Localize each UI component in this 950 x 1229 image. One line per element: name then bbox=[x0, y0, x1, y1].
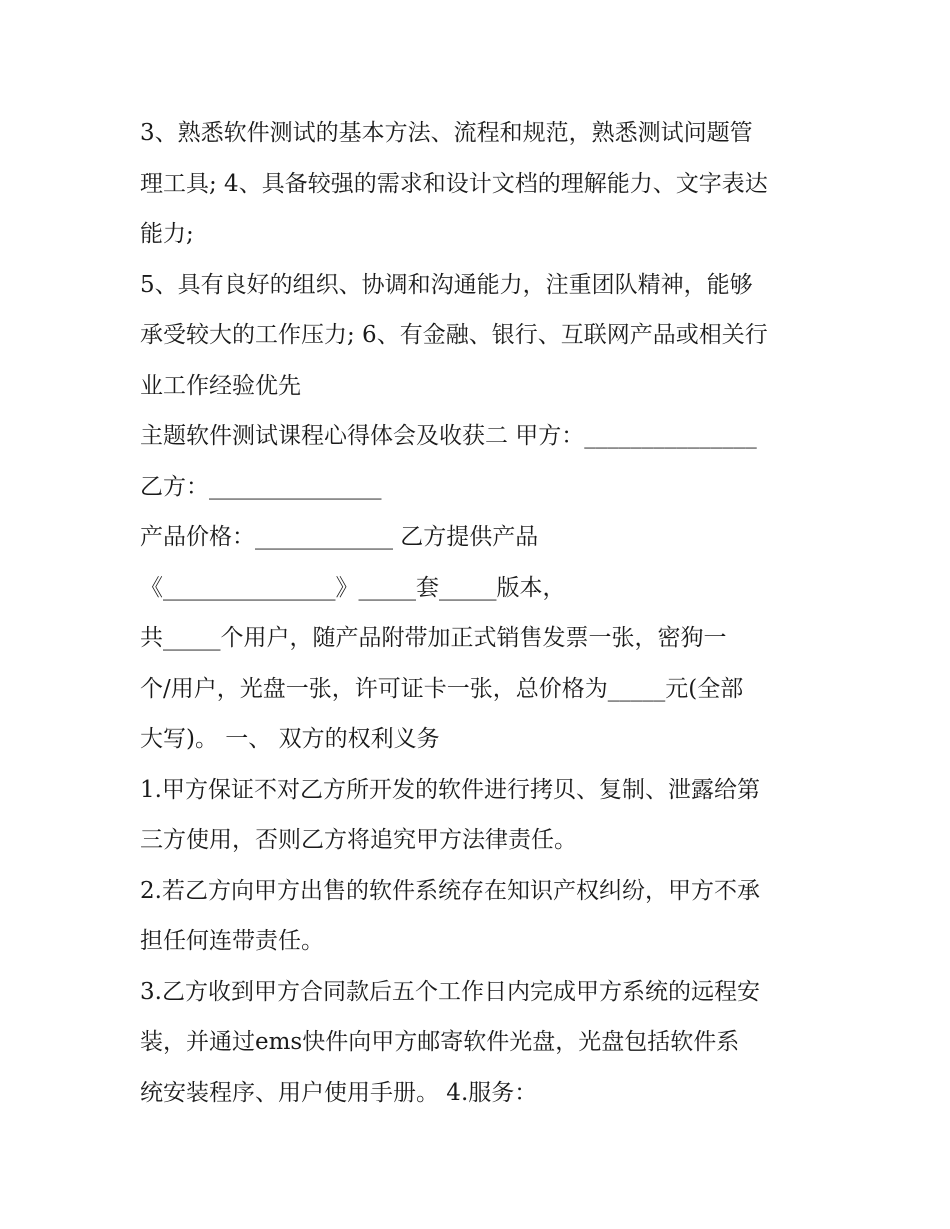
text-line: 装，并通过ems快件向甲方邮寄软件光盘，光盘包括软件系 bbox=[140, 1029, 740, 1055]
text-line: 2.若乙方向甲方出售的软件系统存在知识产权纠纷，甲方不承 bbox=[140, 877, 760, 904]
text-line: 担任何连带责任。 bbox=[140, 928, 324, 954]
text-line: 《_______________》_____套_____版本， bbox=[140, 574, 566, 601]
text-line: 共_____个用户，随产品附带加正式销售发票一张，密狗一 bbox=[140, 625, 727, 651]
text-line: 理工具; 4、具备较强的需求和设计文档的理解能力、文字表达 bbox=[140, 170, 768, 197]
document-body bbox=[140, 108, 830, 1118]
text-line: 能力; bbox=[140, 221, 194, 247]
text-line: 3、熟悉软件测试的基本方法、流程和规范，熟悉测试问题管 bbox=[140, 120, 753, 146]
text-line: 承受较大的工作压力; 6、有金融、银行、互联网产品或相关行 bbox=[140, 322, 768, 348]
text-line: 3.乙方收到甲方合同款后五个工作日内完成甲方系统的远程安 bbox=[140, 978, 760, 1005]
text-line: 三方使用，否则乙方将追究甲方法律责任。 bbox=[140, 827, 577, 853]
text-line: 1.甲方保证不对乙方所开发的软件进行拷贝、复制、泄露给第 bbox=[140, 776, 760, 803]
text-line: 产品价格：____________ 乙方提供产品 bbox=[140, 524, 539, 550]
text-line: 统安装程序、用户使用手册。 4.服务： bbox=[140, 1079, 538, 1106]
text-line: 大写)。 一、 双方的权利义务 bbox=[140, 726, 440, 752]
text-line: 5、具有良好的组织、协调和沟通能力，注重团队精神，能够 bbox=[140, 271, 753, 298]
text-line: 乙方：_______________ bbox=[140, 473, 382, 500]
text-line: 业工作经验优先 bbox=[140, 372, 301, 399]
text-line: 主题软件测试课程心得体会及收获二 甲方：_______________ bbox=[140, 423, 757, 449]
text-line: 个/用户，光盘一张，许可证卡一张，总价格为_____元(全部 bbox=[140, 675, 744, 702]
